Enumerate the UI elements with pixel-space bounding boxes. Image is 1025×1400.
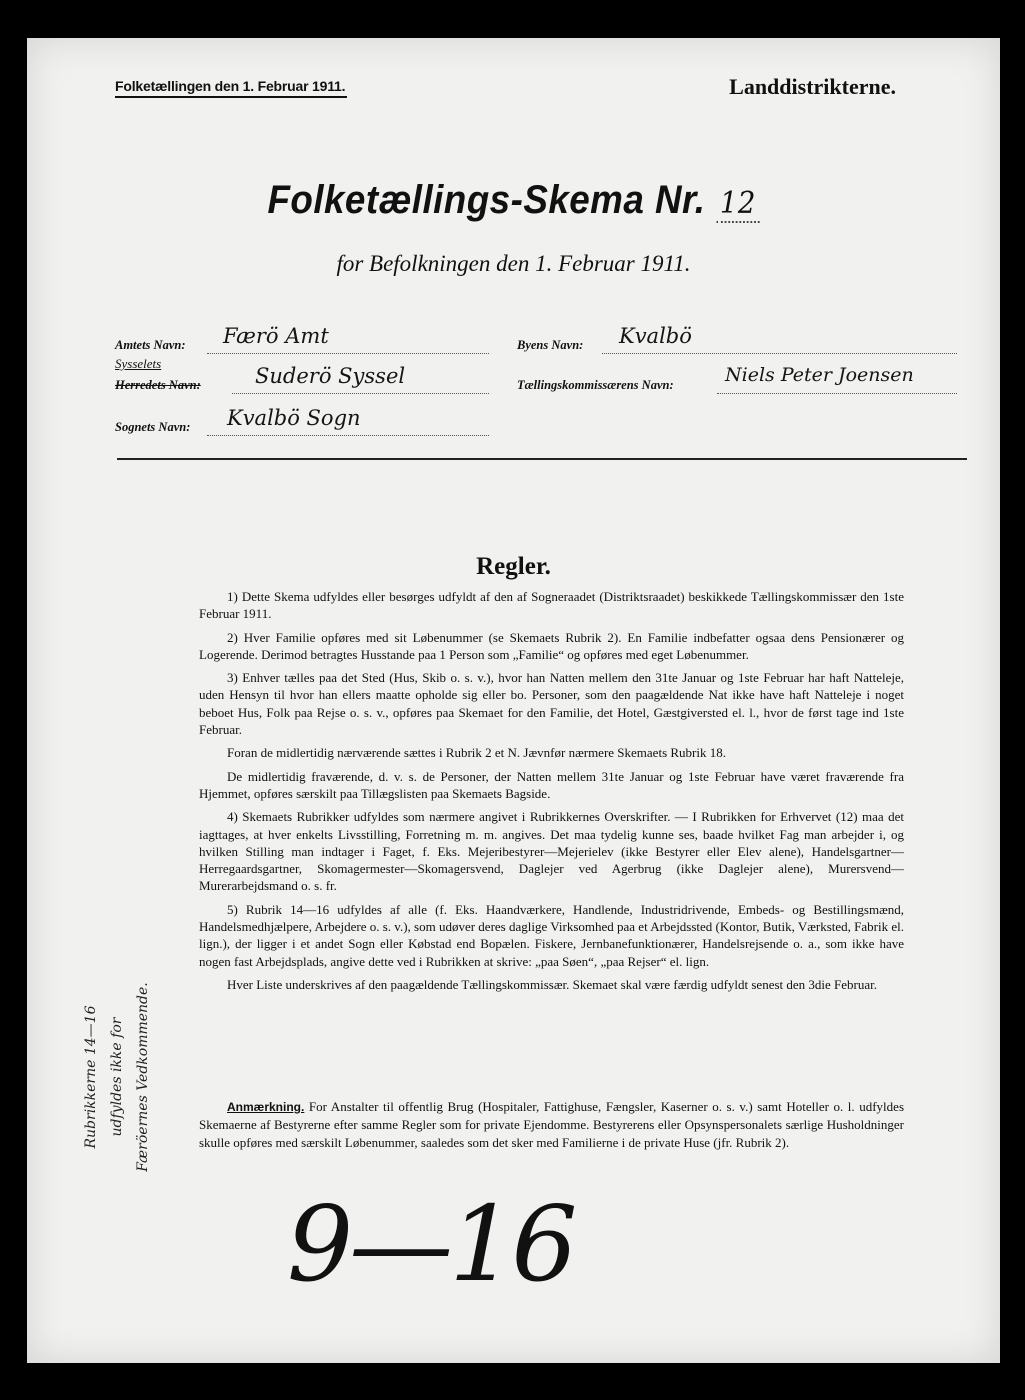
amt-value: Færö Amt — [223, 324, 329, 348]
kommissaer-label: Tællingskommissærens Navn: — [517, 378, 674, 392]
herred-label-text: Herredets Navn: — [115, 378, 201, 392]
form-title-text: Folketællings-Skema Nr. — [267, 178, 706, 222]
rule-paragraph: 4) Skemaets Rubrikker udfyldes som nærmere angivet i Rubrikkernes Overskrifter. — I Rubrikken for Erhvervet (12) maa det iagttages, at hver enkelts Livsstilling, Forretning m. m. angives. Det maa tydelig kunne ses, baade hvilket Fag man arbejder i, og hvilken Stilling man indtager i Faget, f. Eks. Mejeribestyrer—Mejerielev (ikke Bestyrer eller Elev alene), Handelsgartner—Herregaardsgartner, Skomagermester—Skomagersvend, Daglejer ved Agerbrug (ikke Daglejer alene), Murersvend—Murerarbejdsmand o. s. fr. — [199, 809, 904, 894]
rule-paragraph: Hver Liste underskrives af den paagældende Tællingskommissær. Skemaet skal være færdig udfyldt senest den 3die Februar. — [227, 976, 877, 992]
by-dotline — [602, 352, 957, 354]
rule-paragraph: Foran de midlertidig nærværende sættes i Rubrik 2 et N. Jævnfør nærmere Skemaets Rubrik 18. — [227, 745, 726, 761]
header-district-type: Landdistrikterne. — [729, 74, 896, 99]
form-number: 12 — [716, 186, 759, 223]
margin-note-line: udfyldes ikke for — [109, 1017, 125, 1137]
sogn-value: Kvalbö Sogn — [227, 406, 361, 430]
amt-dotline — [207, 352, 489, 354]
section-divider — [117, 458, 967, 460]
rules-heading: Regler. — [476, 553, 551, 580]
header-underline — [115, 96, 347, 98]
sogn-dotline — [207, 434, 489, 436]
census-form-page — [27, 38, 1000, 1363]
kommissaer-value: Niels Peter Joensen — [725, 364, 914, 386]
rule-paragraph: De midlertidig fraværende, d. v. s. de Personer, der Natten mellem 31te Januar og 1ste Februar have været fraværende fra Hjemmet, opføres særskilt paa Tillægslisten paa Skemaets Bagside. — [199, 768, 904, 801]
rule-paragraph: 3) Enhver tælles paa det Sted (Hus, Skib o. s. v.), hvor han Natten mellem den 31te Januar og 1ste Februar har haft Natteleje, uden Hensyn til hvor han ellers maatte opholde sig eller bo. Personer, som den paagældende Nat ikke have haft Natteleje i noget beboet Hus, Folk paa Rejse o. s. v., opføres paa Skemaet for den Familie, det Hotel, Gæstgiversted el. l., hvor de først tage ind 1ste Februar. — [199, 670, 904, 738]
rule-paragraph: 2) Hver Familie opføres med sit Løbenummer (se Skemaets Rubrik 2). En Familie indbefatter ogsaa dens Pensionærer og Logerende. Derimod betragtes Husstande paa 1 Person som „Familie“ og opføres med eget Løbenummer. — [199, 629, 904, 662]
margin-note-line: Rubrikkerne 14—16 — [83, 1005, 99, 1149]
margin-note-line: Færöernes Vedkommende. — [135, 982, 151, 1172]
sysselets-correction: Sysselets — [115, 356, 162, 371]
by-value: Kvalbö — [619, 324, 692, 348]
header-census-date: Folketællingen den 1. Februar 1911. — [115, 78, 346, 94]
margin-handwritten-note — [78, 977, 156, 1177]
herred-label — [115, 378, 201, 393]
amt-label: Amtets Navn: — [115, 338, 186, 352]
rule-paragraph: 1) Dette Skema udfyldes eller besørges udfyldt af den af Sogneraadet (Distriktsraadet) beskikkede Tællingskommissær den 1ste Februar 1911. — [199, 589, 904, 622]
herred-value: Suderö Syssel — [255, 364, 406, 388]
note-text: For Anstalter til offentlig Brug (Hospitaler, Fattighuse, Fængsler, Kaserner o. s. v.) samt Hoteller o. l. udfyldes Skemaerne af Bestyrerne efter samme Regler som for private Ejendomme. Bestyrerens eller Opsynspersonalets særlige Husholdninger skulle opføres med særskilt Løbenummer, saaledes som det sker med Familierne i de private Huse (jfr. Rubrik 2). — [199, 1099, 904, 1150]
herred-dotline — [232, 392, 489, 394]
rule-paragraph: 5) Rubrik 14—16 udfyldes af alle (f. Eks. Haandværkere, Handlende, Industridrivende, Embeds- og Bestillingsmænd, Handelsmedhjælpere, Arbejdere o. s. v.), som udøver deres daglige Virksomhed paa et Arbejdssted (Kontor, Butik, Værksted, Fabrik el. lign.), der ligger i et andet Sogn eller Købstad end Bopælen. Fiskere, Jernbanefunktionærer, Handelsrejsende o. a., som ikke have nogen fast Arbejdsplads, angive dette ved i Rubrikken at skrive: „paa Søen“, „paa Rejser“ el. lign. — [199, 901, 905, 969]
by-label: Byens Navn: — [517, 338, 584, 352]
annotation-note — [199, 1098, 904, 1151]
rules-body — [199, 588, 904, 999]
note-lead: Anmærkning. — [227, 1100, 305, 1114]
kommissaer-dotline — [717, 392, 957, 394]
handwritten-range: 9—16 — [287, 1183, 574, 1305]
sogn-label: Sognets Navn: — [115, 420, 191, 434]
form-subtitle: for Befolkningen den 1. Februar 1911. — [336, 251, 691, 276]
form-title — [66, 178, 961, 223]
